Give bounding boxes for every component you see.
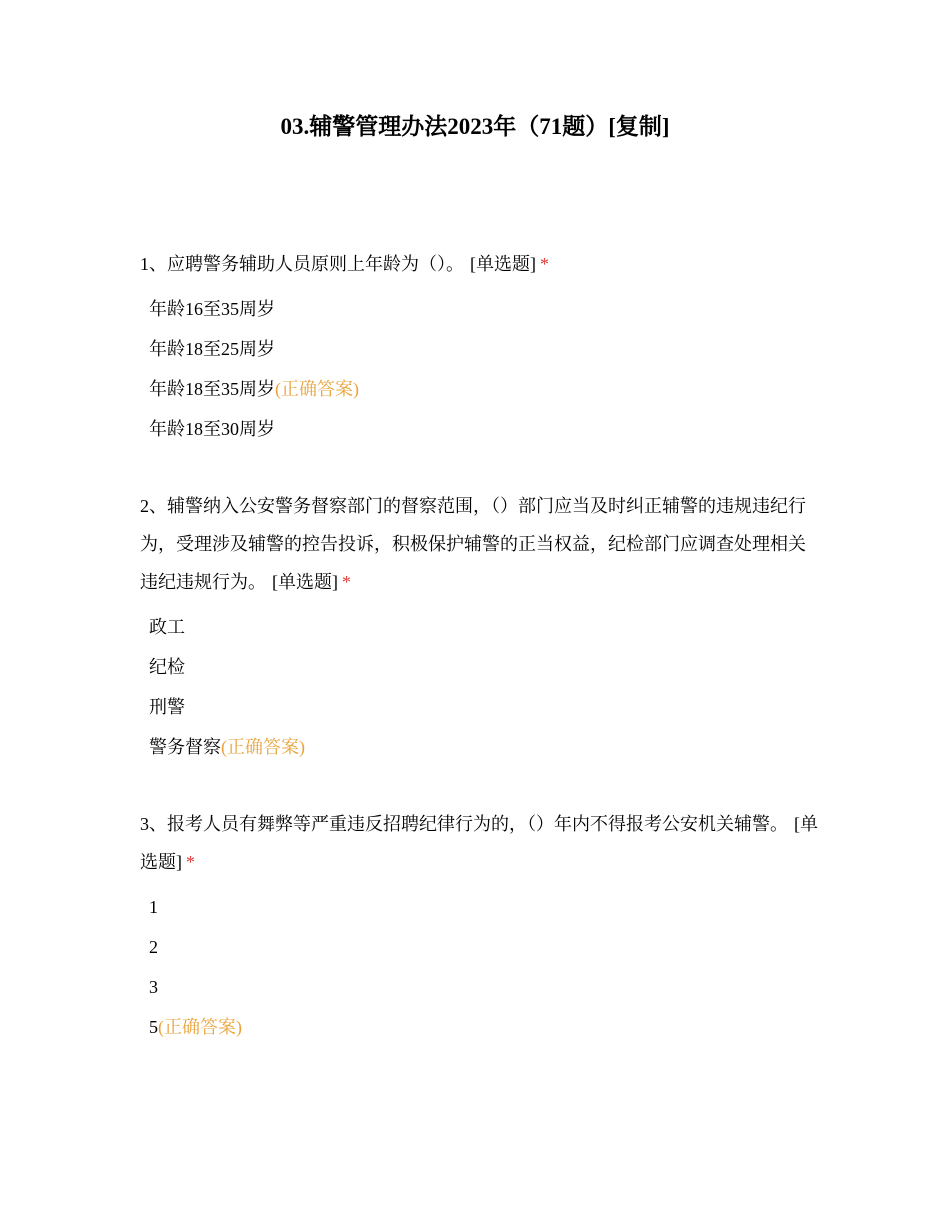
question-stem: 辅警纳入公安警务督察部门的督察范围，（）部门应当及时纠正辅警的违规违纪行为，受理涉及辅警的控告投诉，积极保护辅警的正当权益，纪检部门应调查处理相关违纪违规行为。 xyxy=(140,496,806,592)
option-a[interactable] xyxy=(149,289,820,329)
option-d[interactable] xyxy=(149,1007,820,1047)
question-number: 3、 xyxy=(140,814,167,834)
option-list xyxy=(149,887,820,1047)
option-b[interactable] xyxy=(149,329,820,369)
required-mark: * xyxy=(540,254,549,274)
option-d[interactable] xyxy=(149,409,820,449)
option-label: 2 xyxy=(149,937,158,957)
option-c[interactable] xyxy=(149,967,820,1007)
option-list xyxy=(149,607,820,767)
option-b[interactable] xyxy=(149,927,820,967)
question-type-label: [单选题] xyxy=(140,814,818,872)
question-text xyxy=(140,805,820,881)
required-mark: * xyxy=(342,572,351,592)
option-label: 5 xyxy=(149,1017,158,1037)
question-2 xyxy=(140,487,820,767)
option-label: 年龄18至35周岁 xyxy=(149,379,275,399)
option-d[interactable] xyxy=(149,727,820,767)
option-label: 3 xyxy=(149,977,158,997)
option-a[interactable] xyxy=(149,607,820,647)
option-a[interactable] xyxy=(149,887,820,927)
question-text xyxy=(140,245,820,283)
option-label: 警务督察 xyxy=(149,737,221,757)
question-stem: 报考人员有舞弊等严重违反招聘纪律行为的，（）年内不得报考公安机关辅警。 xyxy=(167,814,788,834)
question-text xyxy=(140,487,820,601)
correct-answer-marker: (正确答案) xyxy=(221,737,305,757)
required-mark: * xyxy=(186,852,195,872)
option-label: 政工 xyxy=(149,617,185,637)
option-b[interactable] xyxy=(149,647,820,687)
question-number: 1、 xyxy=(140,254,167,274)
option-c[interactable] xyxy=(149,687,820,727)
option-label: 年龄18至25周岁 xyxy=(149,339,275,359)
question-type-label: [单选题] xyxy=(272,572,338,592)
correct-answer-marker: (正确答案) xyxy=(275,379,359,399)
question-1 xyxy=(140,245,820,449)
option-c[interactable] xyxy=(149,369,820,409)
option-label: 刑警 xyxy=(149,697,185,717)
question-number: 2、 xyxy=(140,496,167,516)
page-title: 03.辅警管理办法2023年（71题）[复制] xyxy=(280,114,670,139)
option-list xyxy=(149,289,820,449)
option-label: 纪检 xyxy=(149,657,185,677)
question-3 xyxy=(140,805,820,1047)
option-label: 年龄16至35周岁 xyxy=(149,299,275,319)
option-label: 年龄18至30周岁 xyxy=(149,419,275,439)
correct-answer-marker: (正确答案) xyxy=(158,1017,242,1037)
question-stem: 应聘警务辅助人员原则上年龄为（）。 xyxy=(167,254,464,274)
question-type-label: [单选题] xyxy=(470,254,536,274)
option-label: 1 xyxy=(149,897,158,917)
